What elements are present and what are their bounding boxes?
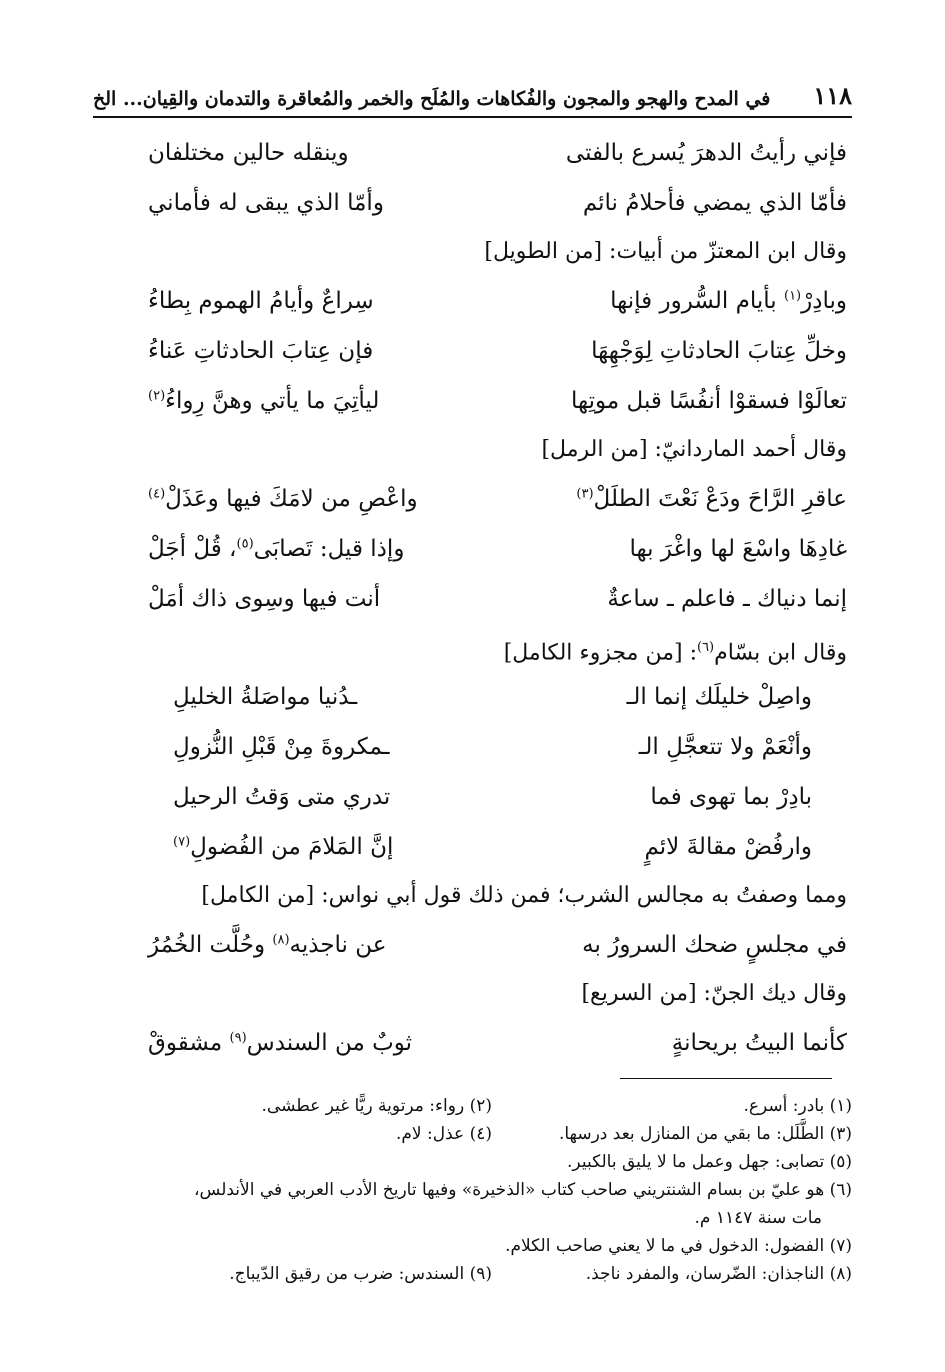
verse-first-half: غادِهَا واسْعَ لها واغْرَ بها — [629, 536, 847, 562]
verse — [93, 474, 852, 524]
footnote-ref[interactable]: (٣) — [576, 486, 594, 502]
footnote-ref[interactable]: (٧) — [173, 834, 191, 850]
verse — [93, 772, 852, 822]
footnote: (١) بادر: أسرع. — [743, 1096, 852, 1116]
poem-intro: ومما وصفتُ به مجالس الشرب؛ فمن ذلك قول أبي نواس: [من الكامل] — [201, 883, 847, 908]
running-title: في المدح والهجو والمجون والفُكاهات والمُلَح والخمر والمُعاقرة والتدمان والقِيان... الخ — [93, 88, 771, 110]
verse — [93, 672, 852, 722]
footnote-ref[interactable]: (٥) — [236, 536, 254, 552]
verse — [93, 574, 852, 624]
poem-intro: وقال ديك الجنّ: [من السريع] — [581, 981, 847, 1006]
verse — [93, 178, 852, 228]
page-number: ١١٨ — [813, 81, 852, 110]
verse-first-half: واصِلْ خليلَك إنما الـ — [626, 684, 812, 710]
footnote: (٤) عذل: لام. — [396, 1124, 492, 1144]
verse-first-half: فإني رأيتُ الدهرَ يُسرع بالفتى — [565, 140, 847, 166]
footnote-ref[interactable]: (١) — [783, 288, 802, 304]
poem-intro: وقال أحمد الماردانيّ: [من الرمل] — [541, 437, 847, 462]
verse — [93, 128, 852, 178]
footnote: (٢) رواء: مرتوية ريًّا غير عطشى. — [261, 1096, 492, 1116]
footnotes — [93, 1092, 852, 1288]
verse-second-half: أنت فيها وسِوى ذاك أمَلْ — [148, 586, 381, 612]
verse — [93, 822, 852, 872]
verse-second-half: وينقله حالين مختلفان — [148, 140, 349, 166]
verse-first-half: وخلِّ عِتابَ الحادثاتِ لِوَجْهِهَا — [591, 338, 847, 364]
poem-intro: وقال ابن المعتزّ من أبيات: [من الطويل] — [484, 239, 847, 264]
verse-first-half: بادِرْ بما تهوى فما — [650, 784, 812, 810]
footnote-divider — [620, 1078, 832, 1079]
verse-second-half: فإن عِتابَ الحادثاتِ عَناءُ — [148, 338, 374, 364]
footnote-ref[interactable]: (٩) — [229, 1030, 247, 1046]
verse — [93, 326, 852, 376]
verse-second-half: سِراعٌ وأيامُ الهموم بِطاءُ — [148, 288, 374, 314]
verse-second-half: ثوبٌ من السندس$^{(٩)}$ مشقوقْ — [148, 1030, 413, 1056]
footnote-ref[interactable]: (٨) — [272, 932, 290, 948]
verse-first-half: وأنْعَمْ ولا تتعجَّلِ الـ — [638, 734, 812, 760]
footnote-row — [93, 1148, 852, 1176]
footnote-continuation: مات سنة ١١٤٧ م. — [694, 1208, 822, 1228]
verse — [93, 920, 852, 970]
verse-second-half: واعْصِ من لامَكَ فيها وعَذَلْ$^{(٤)}$ — [148, 486, 418, 512]
verse-first-half: وارفُضْ مقالةَ لائمٍ — [644, 834, 812, 860]
verse-first-half: تعالَوْا فسقوْا أنفُسًا قبل موتِها — [571, 388, 847, 414]
page-header — [93, 78, 852, 118]
verse-second-half: وإذا قيل: تَصابَى$^{(٥)}$، قُلْ أجَلْ — [148, 536, 405, 562]
footnote-row — [93, 1176, 852, 1204]
verse — [93, 1018, 852, 1068]
verse-second-half: ـمكروةَ مِنْ قَبْلِ النُّزولِ — [173, 734, 390, 760]
footnote: (٥) تصابى: جهل وعمل ما لا يليق بالكبير. — [567, 1152, 852, 1172]
main-text — [93, 128, 852, 1068]
footnote-ref[interactable]: (٤) — [148, 486, 166, 502]
footnote-row — [93, 1260, 852, 1288]
verse-second-half: وأمّا الذي يبقى له فأماني — [148, 190, 384, 216]
verse-second-half: عن ناجذيه$^{(٨)}$ وحُلَّت الخُمُرُ — [148, 932, 387, 958]
verse — [93, 524, 852, 574]
verse-first-half: في مجلسٍ ضحك السرورُ به — [582, 932, 847, 958]
footnote: (٩) السندس: ضرب من رقيق الدّيباج. — [229, 1264, 492, 1284]
footnote: (٣) الطَّلَل: ما بقي من المنازل بعد درسها. — [558, 1124, 852, 1144]
footnote-row — [93, 1120, 852, 1148]
footnote-ref[interactable]: (٢) — [148, 388, 166, 404]
verse — [93, 376, 852, 426]
footnote: (٨) الناجذان: الضّرسان، والمفرد ناجذ. — [585, 1264, 852, 1284]
verse-first-half: كأنما البيتُ بريحانةٍ — [671, 1030, 847, 1056]
verse-second-half: إنَّ المَلامَ من الفُضولِ$^{(٧)}$ — [173, 834, 394, 860]
verse-first-half: وبادِرْ$^{(١)}$ بأيام السُّرور فإنها — [610, 288, 847, 314]
verse — [93, 722, 852, 772]
verse-second-half: تدري متى وَقتُ الرحيل — [173, 784, 391, 810]
verse-first-half: فأمّا الذي يمضي فأحلامُ نائم — [582, 190, 847, 216]
poem-intro: وقال ابن بسّام$^{(٦)}$: [من مجزوء الكامل] — [503, 640, 847, 666]
verse-second-half: ـدُنيا مواصَلةُ الخليلِ — [173, 684, 358, 710]
footnote: (٦) هو عليّ بن بسام الشنتريني صاحب كتاب «الذخيرة» وفيها تاريخ الأدب العربي في الأندلس، — [194, 1180, 852, 1200]
verse-first-half: عاقرِ الرَّاحَ ودَعْ نَعْتَ الطلَلْ$^{(٣)}$ — [576, 486, 847, 512]
footnote: (٧) الفضول: الدخول في ما لا يعني صاحب الكلام. — [505, 1236, 852, 1256]
verse-second-half: ليأتِيَ ما يأتي وهنَّ رِواءُ$^{(٢)}$ — [148, 388, 380, 414]
footnote-row — [93, 1232, 852, 1260]
footnote-ref[interactable]: (٦) — [696, 640, 715, 655]
verse — [93, 276, 852, 326]
verse-first-half: إنما دنياك ـ فاعلم ـ ساعةٌ — [607, 586, 847, 612]
footnote-row — [93, 1092, 852, 1120]
